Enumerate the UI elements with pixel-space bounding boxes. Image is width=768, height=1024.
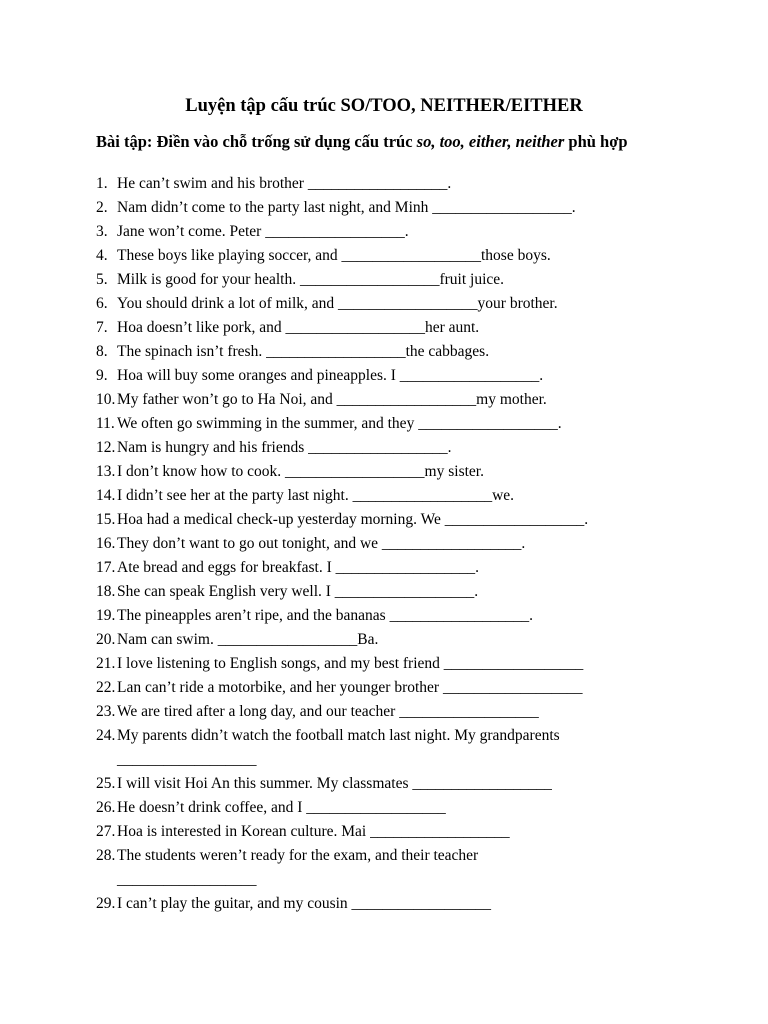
exercise-number: 3. bbox=[96, 223, 108, 240]
page-title: Luyện tập cấu trúc SO/TOO, NEITHER/EITHER bbox=[185, 96, 583, 116]
exercise-row bbox=[96, 196, 716, 220]
exercise-item bbox=[96, 532, 716, 556]
exercise-number: 15. bbox=[96, 511, 116, 528]
exercise-sentence: Hoa doesn’t like pork, and __________________her aunt. bbox=[117, 319, 480, 336]
exercise-item bbox=[96, 196, 716, 220]
exercise-sentence: We often go swimming in the summer, and they __________________. bbox=[117, 415, 562, 432]
exercise-sentence: I love listening to English songs, and my best friend __________________ bbox=[117, 655, 584, 672]
exercise-item bbox=[96, 700, 716, 724]
instruction-prefix: Bài tập: Điền vào chỗ trống sử dụng cấu trúc bbox=[96, 132, 417, 151]
exercise-number: 25. bbox=[96, 775, 116, 792]
exercise-item bbox=[96, 364, 716, 388]
exercise-number: 26. bbox=[96, 799, 116, 816]
exercise-sentence: He can’t swim and his brother __________________. bbox=[117, 175, 452, 192]
exercise-item bbox=[96, 316, 716, 340]
exercise-list bbox=[96, 172, 716, 916]
exercise-number: 1. bbox=[96, 175, 108, 192]
exercise-number: 8. bbox=[96, 343, 108, 360]
exercise-row bbox=[96, 220, 716, 244]
exercise-item bbox=[96, 604, 716, 628]
exercise-item bbox=[96, 268, 716, 292]
exercise-row bbox=[96, 676, 716, 700]
exercise-number: 2. bbox=[96, 199, 108, 216]
exercise-sentence: These boys like playing soccer, and __________________those boys. bbox=[117, 247, 551, 264]
exercise-row bbox=[96, 364, 716, 388]
exercise-number: 22. bbox=[96, 679, 116, 696]
exercise-row bbox=[96, 556, 716, 580]
exercise-sentence: The students weren’t ready for the exam, and their teacher bbox=[117, 847, 479, 864]
exercise-number: 14. bbox=[96, 487, 116, 504]
exercise-number: 13. bbox=[96, 463, 116, 480]
exercise-sentence: My parents didn’t watch the football match last night. My grandparents bbox=[117, 727, 560, 744]
exercise-number: 16. bbox=[96, 535, 116, 552]
exercise-row bbox=[96, 580, 716, 604]
exercise-row bbox=[96, 820, 716, 844]
exercise-row bbox=[96, 268, 716, 292]
instruction-italic-words: so, too, either, neither bbox=[416, 132, 565, 151]
exercise-row bbox=[96, 628, 716, 652]
exercise-item bbox=[96, 628, 716, 652]
exercise-sentence: Hoa had a medical check-up yesterday morning. We __________________. bbox=[117, 511, 589, 528]
exercise-row bbox=[96, 484, 716, 508]
exercise-item bbox=[96, 412, 716, 436]
exercise-sentence: Lan can’t ride a motorbike, and her younger brother __________________ bbox=[117, 679, 583, 696]
answer-blank-line: __________________ bbox=[117, 871, 257, 888]
exercise-sentence: I will visit Hoi An this summer. My classmates __________________ bbox=[117, 775, 552, 792]
exercise-row bbox=[96, 340, 716, 364]
exercise-item bbox=[96, 340, 716, 364]
exercise-sentence: He doesn’t drink coffee, and I __________________ bbox=[117, 799, 446, 816]
exercise-row bbox=[96, 700, 716, 724]
exercise-number: 18. bbox=[96, 583, 116, 600]
exercise-sentence: Nam can swim. __________________Ba. bbox=[117, 631, 379, 648]
exercise-row bbox=[96, 436, 716, 460]
exercise-row bbox=[96, 412, 716, 436]
exercise-item bbox=[96, 724, 716, 772]
exercise-item bbox=[96, 556, 716, 580]
exercise-item bbox=[96, 172, 716, 196]
exercise-item bbox=[96, 796, 716, 820]
exercise-instruction bbox=[96, 131, 628, 153]
exercise-item bbox=[96, 484, 716, 508]
exercise-sentence: Nam didn’t come to the party last night, and Minh __________________. bbox=[117, 199, 576, 216]
exercise-item bbox=[96, 820, 716, 844]
exercise-sentence: I can’t play the guitar, and my cousin __________________ bbox=[117, 895, 492, 912]
exercise-number: 23. bbox=[96, 703, 116, 720]
exercise-row bbox=[96, 316, 716, 340]
exercise-row bbox=[96, 460, 716, 484]
exercise-number: 6. bbox=[96, 295, 108, 312]
exercise-sentence: Hoa is interested in Korean culture. Mai __________________ bbox=[117, 823, 510, 840]
exercise-sentence: They don’t want to go out tonight, and we __________________. bbox=[117, 535, 526, 552]
exercise-row bbox=[96, 172, 716, 196]
exercise-item bbox=[96, 844, 716, 892]
exercise-number: 12. bbox=[96, 439, 116, 456]
exercise-sentence: We are tired after a long day, and our teacher __________________ bbox=[117, 703, 539, 720]
exercise-sentence: The spinach isn’t fresh. __________________the cabbages. bbox=[117, 343, 490, 360]
answer-blank-line: __________________ bbox=[117, 751, 257, 768]
exercise-row bbox=[96, 724, 716, 748]
exercise-sentence: Hoa will buy some oranges and pineapples. I __________________. bbox=[117, 367, 544, 384]
exercise-item bbox=[96, 892, 716, 916]
exercise-sentence: Nam is hungry and his friends __________________. bbox=[117, 439, 452, 456]
exercise-number: 19. bbox=[96, 607, 116, 624]
exercise-number: 29. bbox=[96, 895, 116, 912]
exercise-item bbox=[96, 388, 716, 412]
exercise-number: 4. bbox=[96, 247, 108, 264]
exercise-sentence: I didn’t see her at the party last night. __________________we. bbox=[117, 487, 515, 504]
exercise-number: 11. bbox=[96, 415, 115, 432]
exercise-row bbox=[96, 532, 716, 556]
exercise-row bbox=[96, 652, 716, 676]
exercise-sentence: Jane won’t come. Peter __________________. bbox=[117, 223, 409, 240]
exercise-number: 28. bbox=[96, 847, 116, 864]
exercise-sentence: Ate bread and eggs for breakfast. I __________________. bbox=[117, 559, 480, 576]
exercise-item bbox=[96, 460, 716, 484]
exercise-item bbox=[96, 676, 716, 700]
exercise-row bbox=[96, 772, 716, 796]
exercise-number: 20. bbox=[96, 631, 116, 648]
exercise-item bbox=[96, 508, 716, 532]
exercise-number: 27. bbox=[96, 823, 116, 840]
exercise-number: 21. bbox=[96, 655, 116, 672]
exercise-row bbox=[96, 244, 716, 268]
exercise-sentence: She can speak English very well. I __________________. bbox=[117, 583, 479, 600]
exercise-number: 7. bbox=[96, 319, 108, 336]
exercise-sentence: My father won’t go to Ha Noi, and __________________my mother. bbox=[117, 391, 547, 408]
exercise-sentence: Milk is good for your health. __________________fruit juice. bbox=[117, 271, 505, 288]
exercise-sentence: You should drink a lot of milk, and __________________your brother. bbox=[117, 295, 558, 312]
exercise-item bbox=[96, 436, 716, 460]
exercise-number: 9. bbox=[96, 367, 108, 384]
exercise-sentence: I don’t know how to cook. __________________my sister. bbox=[117, 463, 484, 480]
exercise-row bbox=[96, 292, 716, 316]
exercise-item bbox=[96, 220, 716, 244]
exercise-item bbox=[96, 244, 716, 268]
exercise-row bbox=[96, 388, 716, 412]
exercise-row bbox=[96, 892, 716, 916]
exercise-item bbox=[96, 652, 716, 676]
exercise-sentence: The pineapples aren’t ripe, and the bananas __________________. bbox=[117, 607, 533, 624]
instruction-suffix: phù hợp bbox=[564, 132, 628, 151]
exercise-row bbox=[96, 844, 716, 868]
exercise-number: 10. bbox=[96, 391, 116, 408]
exercise-row bbox=[96, 796, 716, 820]
exercise-number: 17. bbox=[96, 559, 116, 576]
exercise-item bbox=[96, 580, 716, 604]
exercise-row bbox=[96, 508, 716, 532]
exercise-row bbox=[96, 604, 716, 628]
exercise-number: 5. bbox=[96, 271, 108, 288]
exercise-item bbox=[96, 772, 716, 796]
exercise-item bbox=[96, 292, 716, 316]
exercise-number: 24. bbox=[96, 727, 116, 744]
